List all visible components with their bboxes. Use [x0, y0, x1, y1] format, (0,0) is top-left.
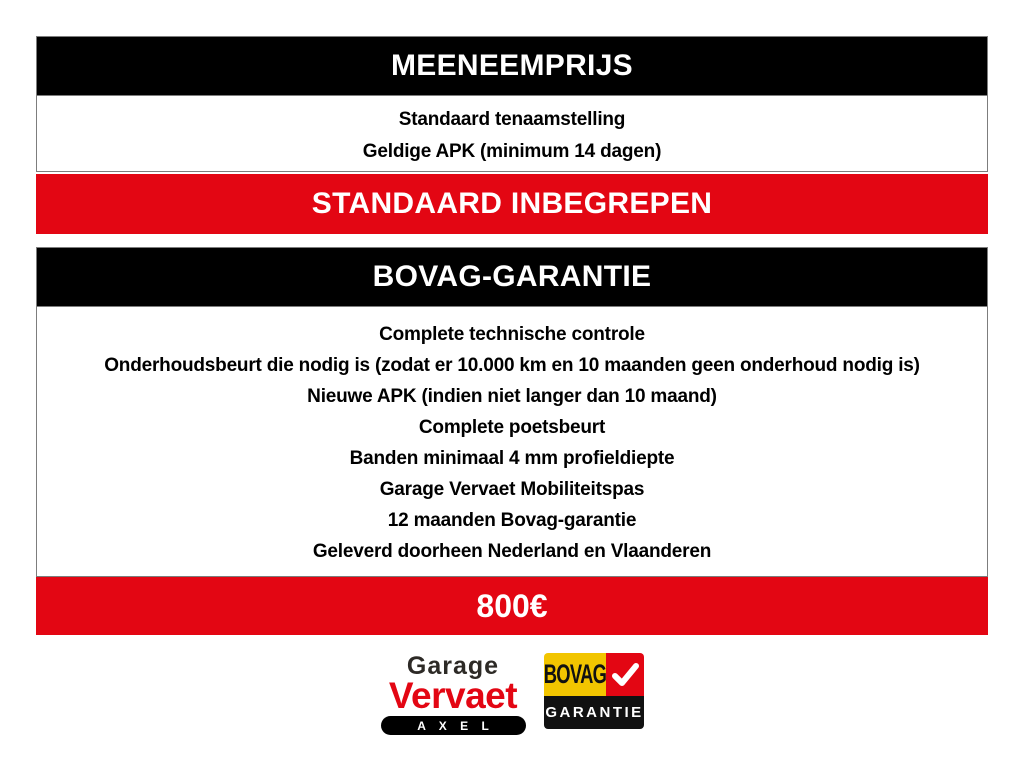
meeneemprijs-box — [36, 36, 988, 172]
standaard-inbegrepen-label: STANDAARD INBEGREPEN — [311, 187, 713, 220]
list-item: Standaard tenaamstelling — [398, 109, 626, 130]
bovag-garantie-logo — [544, 653, 644, 729]
bovag-logo-check-area — [606, 653, 644, 696]
bovag-logo-top — [544, 653, 644, 696]
meeneemprijs-title: MEENEEMPRIJS — [391, 49, 633, 82]
garage-vervaet-logo — [381, 653, 526, 735]
bovag-brand-text: BOVAG — [543, 659, 606, 689]
list-item: Onderhoudsbeurt die nodig is (zodat er 10.000 km en 10 maanden geen onderhoud nodig is) — [104, 355, 920, 376]
list-item: Complete poetsbeurt — [418, 417, 606, 438]
axel-city-badge: A X E L — [381, 716, 526, 735]
list-item: Complete technische controle — [379, 324, 645, 345]
list-item: Nieuwe APK (indien niet langer dan 10 maand) — [307, 386, 717, 407]
list-item: Geleverd doorheen Nederland en Vlaanderen — [312, 541, 712, 562]
bovag-garantie-body — [37, 307, 987, 567]
price-label: 800€ — [476, 587, 548, 624]
standaard-inbegrepen-bar — [36, 174, 988, 234]
check-icon — [611, 663, 639, 687]
list-item: Garage Vervaet Mobiliteitspas — [379, 479, 645, 500]
meeneemprijs-body — [37, 96, 987, 168]
list-item: 12 maanden Bovag-garantie — [387, 510, 637, 531]
bovag-logo-brand-area — [544, 653, 606, 696]
meeneemprijs-header — [37, 37, 987, 96]
garage-vervaet-logo-name: Vervaet — [388, 675, 518, 716]
bovag-garantie-header — [37, 248, 987, 307]
footer-logos — [0, 653, 1024, 735]
list-item: Geldige APK (minimum 14 dagen) — [362, 141, 662, 162]
bovag-garantie-box — [36, 247, 988, 577]
list-item: Banden minimaal 4 mm profieldiepte — [349, 448, 675, 469]
bovag-garantie-title: BOVAG-GARANTIE — [372, 260, 652, 293]
garage-vervaet-logo-top-text: Garage — [406, 652, 500, 680]
bovag-garantie-label: GARANTIE — [544, 696, 644, 729]
price-bar — [36, 577, 988, 635]
